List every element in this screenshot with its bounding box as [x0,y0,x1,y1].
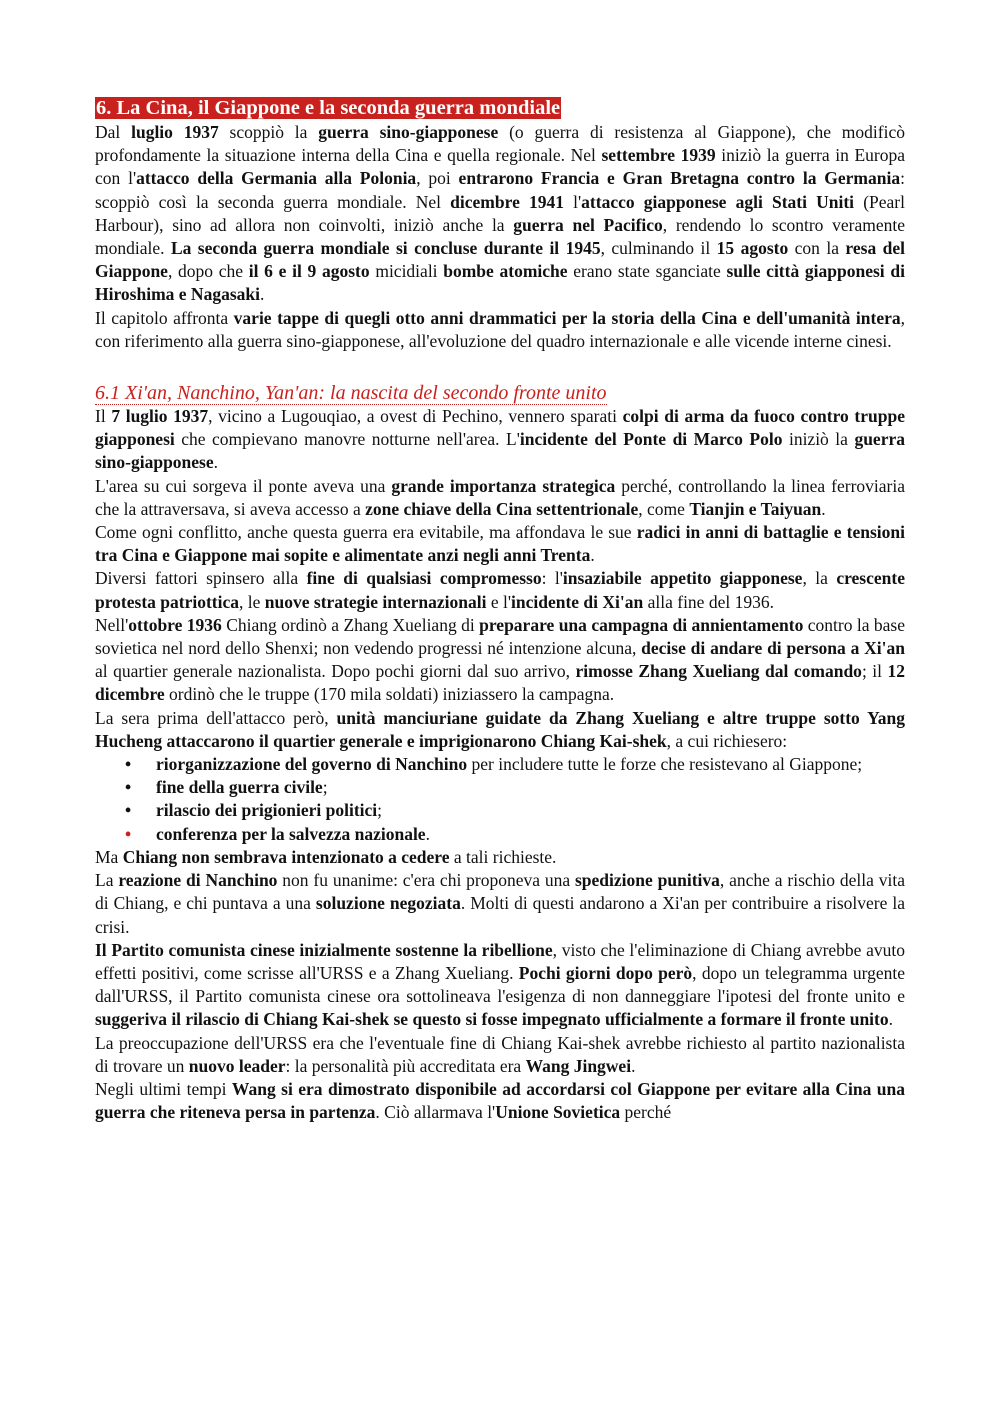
list-item [95,753,905,776]
bold-text: unità manciuriane guidate da Zhang Xueliang e altre truppe sotto Yang Hucheng attaccarono il quartier generale e imprigionarono Chiang Kai-shek [95,707,905,751]
bold-text: Unione Sovietica [495,1102,621,1123]
bold-text: dicembre 1941 [450,191,564,212]
bold-text: settembre 1939 [601,145,716,166]
body-paragraph: L'area su cui sorgeva il ponte aveva una grande importanza strategica perché, controllando la linea ferroviaria che la attraversava, si aveva accesso a zone chiave della Cina settentrionale, come Tianjin e Taiyuan. [95,475,905,519]
demands-list [95,753,905,846]
document-page [95,95,905,1124]
bold-text: Chiang non sembrava intenzionato a cedere [122,846,450,867]
bold-text: guerra sino-giapponese [318,122,499,142]
bold-text: grande importanza strategica [391,475,616,496]
bold-text: guerra sino-giapponese [95,429,905,473]
bold-text: incidente di Xi'an [510,591,644,612]
intro-paragraph-1: Dal luglio 1937 scoppiò la guerra sino-giapponese (o guerra di resistenza al Giappone), che modificò profondamente la situazione interna della Cina e quella regionale. Nel settembre 1939 iniziò la guerra in Europa con l'attacco della Germania alla Polonia, poi entrarono Francia e Gran Bretagna contro la Germania: scoppiò così la seconda guerra mondiale. Nel dicembre 1941 l'attacco giapponese agli Stati Uniti (Pearl Harbour), sino ad allora non coinvolti, iniziò anche la guerra nel Pacifico, rendendo lo scontro veramente mondiale. La seconda guerra mondiale si concluse durante il 1945, culminando il 15 agosto con la resa del Giappone, dopo che il 6 e il 9 agosto micidiali bombe atomiche erano state sganciate sulle città giapponesi di Hiroshima e Nagasaki. [95,122,905,305]
bold-text: fine della guerra civile [156,777,323,798]
body-paragraph: Ma Chiang non sembrava intenzionato a cedere a tali richieste. [95,846,557,867]
body-paragraph: La preoccupazione dell'URSS era che l'eventuale fine di Chiang Kai-shek avrebbe richiesto al partito nazionalista di trovare un nuovo leader: la personalità più accreditata era Wang Jingwei. [95,1032,905,1076]
bold-text: il 6 e il 9 agosto [248,261,370,282]
bullet-icon: • [125,823,132,844]
bold-text: luglio 1937 [131,122,219,142]
bold-text: rilascio dei prigionieri politici [156,800,378,821]
bold-text: Tianjin e Taiyuan [689,498,822,519]
list-item [95,823,905,846]
list-item [95,799,905,822]
bold-text: conferenza per la salvezza nazionale [156,823,426,844]
bold-text: suggeriva il rilascio di Chiang Kai-shek se questo si fosse impegnato ufficialmente a formare il fronte unito [95,1009,889,1030]
body-paragraph: Nell'ottobre 1936 Chiang ordinò a Zhang Xueliang di preparare una campagna di annientamento contro la base sovietica nel nord dello Shenxi; non vedendo progressi né intenzione alcuna, decise di andare di persona a Xi'an al quartier generale nazionalista. Dopo pochi giorni dal suo arrivo, rimosse Zhang Xueliang dal comando; il 12 dicembre ordinò che le truppe (170 mila soldati) iniziassero la campagna. [95,614,905,705]
bold-text: radici in anni di battaglie e tensioni tra Cina e Giappone mai sopite e alimentate anzi negli anni Trenta [95,522,905,566]
bold-text: 12 dicembre [95,661,905,705]
body-paragraph: La reazione di Nanchino non fu unanime: c'era chi proponeva una spedizione punitiva, anche a rischio della vita di Chiang, e chi puntava a una soluzione negoziata. Molti di questi andarono a Xi'an per contribuire a risolvere la crisi. [95,870,905,937]
bold-text: insaziabile appetito giapponese [562,568,803,589]
body-paragraph: Il 7 luglio 1937, vicino a Lugouqiao, a ovest di Pechino, vennero sparati colpi di arma da fuoco contro truppe giapponesi che compievano manovre notturne nell'area. L'incidente del Ponte di Marco Polo iniziò la guerra sino-giapponese. [95,406,905,473]
list-item-text: fine della guerra civile; [156,777,328,798]
bold-text: Wang si era dimostrato disponibile ad accordarsi col Giappone per evitare alla Cina una guerra che riteneva persa in partenza [95,1078,905,1123]
list-item-text: rilascio dei prigionieri politici; [156,800,383,821]
bold-text: preparare una campagna di annientamento [479,614,804,635]
bold-text: Pochi giorni dopo però [518,962,693,983]
bold-text: entrarono Francia e Gran Bretagna contro la Germania [458,168,901,189]
bold-text: reazione di Nanchino [118,870,278,891]
bold-text: resa del Giappone [95,238,905,282]
body-paragraph: Come ogni conflitto, anche questa guerra era evitabile, ma affondava le sue radici in anni di battaglie e tensioni tra Cina e Giappone mai sopite e alimentate anzi negli anni Trenta. [95,522,905,566]
list-item-text: conferenza per la salvezza nazionale. [156,823,430,844]
bullet-icon: • [125,800,132,821]
bold-text: La seconda guerra mondiale si concluse durante il 1945 [170,238,601,259]
body-paragraph: Negli ultimi tempi Wang si era dimostrato disponibile ad accordarsi col Giappone per evitare alla Cina una guerra che riteneva persa in partenza. Ciò allarmava l'Unione Sovietica perché [95,1078,905,1123]
list-item [95,776,905,799]
bold-text: crescente protesta patriottica [95,568,905,612]
bold-text: riorganizzazione del governo di Nanchino [156,754,468,775]
bold-text: nuove strategie internazionali [264,591,487,612]
bold-text: varie tappe di quegli otto anni drammatici per la storia della Cina e dell'umanità intera [233,307,901,328]
bold-text: Wang Jingwei [525,1055,632,1076]
bullet-icon: • [125,754,132,775]
bold-text: attacco della Germania alla Polonia [136,168,417,189]
bold-text: ottobre 1936 [128,614,222,635]
bold-text: fine di qualsiasi compromesso [306,568,542,589]
body-paragraph: La sera prima dell'attacco però, unità manciuriane guidate da Zhang Xueliang e altre truppe sotto Yang Hucheng attaccarono il quartier generale e imprigionarono Chiang Kai-shek, a cui richiesero: [95,707,905,751]
chapter-heading-text: 6. La Cina, il Giappone e la seconda guerra mondiale [96,97,561,119]
section-heading [95,381,905,405]
bold-text: soluzione negoziata [315,893,461,914]
bold-text: spedizione punitiva [575,870,720,891]
bold-text: sulle città giapponesi di Hiroshima e Nagasaki [95,261,905,305]
intro-paragraph-2: Il capitolo affronta varie tappe di quegli otto anni drammatici per la storia della Cina e dell'umanità intera, con riferimento alla guerra sino-giapponese, all'evoluzione del quadro internazionale e alle vicende interne cinesi. [95,307,906,351]
bold-text: 7 luglio 1937 [111,406,209,427]
bold-text: rimosse Zhang Xueliang dal comando [575,661,862,682]
bold-text: attacco giapponese agli Stati Uniti [581,191,855,212]
section-heading-text: 6.1 Xi'an, Nanchino, Yan'an: la nascita del secondo fronte unito [95,382,607,405]
bold-text: nuovo leader [188,1055,286,1076]
body-paragraph: Diversi fattori spinsero alla fine di qualsiasi compromesso: l'insaziabile appetito giapponese, la crescente protesta patriottica, le nuove strategie internazionali e l'incidente di Xi'an alla fine del 1936. [95,568,905,612]
bold-text: 15 agosto [716,238,789,259]
bold-text: Il Partito comunista cinese inizialmente sostenne la ribellione [95,939,553,960]
bold-text: zone chiave della Cina settentrionale [365,498,639,519]
bold-text: bombe atomiche [443,261,568,282]
body-paragraph: Il Partito comunista cinese inizialmente sostenne la ribellione, visto che l'eliminazione di Chiang avrebbe avuto effetti positivi, come scrisse all'URSS e a Zhang Xueliang. Pochi giorni dopo però, dopo un telegramma urgente dall'URSS, il Partito comunista cinese ora sottolineava l'esigenza di non danneggiare l'ipotesi del fronte unito e suggeriva il rilascio di Chiang Kai-shek se questo si fosse impegnato ufficialmente a formare il fronte unito. [95,939,906,1030]
list-item-text: riorganizzazione del governo di Nanchino per includere tutte le forze che resistevano al Giappone; [156,754,863,775]
bullet-icon: • [125,777,132,798]
chapter-heading [95,95,905,121]
bold-text: guerra nel Pacifico [513,214,663,235]
bold-text: incidente del Ponte di Marco Polo [519,429,783,450]
bold-text: decise di andare di persona a Xi'an [641,638,905,659]
bold-text: colpi di arma da fuoco contro truppe giapponesi [95,406,905,450]
